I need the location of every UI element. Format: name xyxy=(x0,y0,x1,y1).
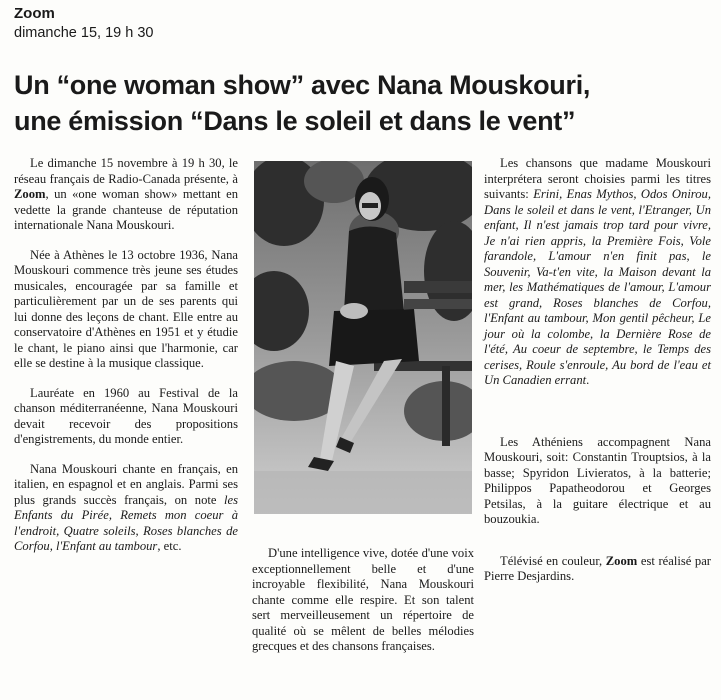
section-name: Zoom xyxy=(14,5,55,22)
headline xyxy=(14,67,714,139)
paragraph: Les chansons que madame Mouskouri interprétera seront choisies parmi les titres suivants: Erini, Enas Mythos, Odos Onirou, Dans le soleil et dans le vent, l'Etranger, Un enfant, Il n'est jamais trop tard pour vivre, Je n'ai rien appris, la Première Fois, Vole farandole, L'amour n'en finit pas, le Souvenir, Va-t'en vite, la Maison devant la mer, les Mathématiques de l'amour, L'amour est grand, Roses blanches de Corfou, l'Enfant au tambour, Mon gentil pêcheur, Le jour où la colombe, la Dernière Rose de l'été, Au coeur de septembre, le Temps des cerises, Roule s'enroule, Au bord de l'eau et Un Canadien errant. xyxy=(484,156,711,387)
singer-photo xyxy=(254,161,472,514)
paragraph: D'une intelligence vive, dotée d'une voix exceptionnellement belle et d'une incroyable flexibilité, Nana Mouskouri chante comme elle respire. Et son talent sert merveilleusement un répertoire de qualité où se mêlent de belles mélodies grecques et des chansons françaises. xyxy=(252,546,474,653)
paragraph: Le dimanche 15 novembre à 19 h 30, le réseau français de Radio-Canada présente, à Zoom, un «one woman show» mettant en vedette la grande chanteuse de réputation internationale Nana Mouskouri. xyxy=(14,156,238,232)
paragraph: Télévisé en couleur, Zoom est réalisé par Pierre Desjardins. xyxy=(484,553,711,583)
headline-line-2: une émission “Dans le soleil et dans le vent” xyxy=(14,106,576,136)
paragraph: Les Athéniens accompagnent Nana Mouskouri, soit: Constantin Trouptsios, à la basse; Spyridon Livieratos, à la batterie; Philippos Papatheodorou et Georges Petsilas, à la guitare électrique et au bouzoukia. xyxy=(484,434,711,526)
paragraph: Lauréate en 1960 au Festival de la chanson méditerranéenne, Nana Mouskouri devait recevoir des propositions d'engistrements, du monde entier. xyxy=(14,385,238,446)
broadcast-time: dimanche 15, 19 h 30 xyxy=(14,25,154,41)
paragraph: Née à Athènes le 13 octobre 1936, Nana Mouskouri commence très jeune ses études musicales, encouragée par sa famille et particulièrement par un de ses parents qui lui donne des leçons de chant. Elle entre au conservatoire d'Athènes en 1951 et y étudie le chant, le piano ainsi que l'harmonie, car elle se destine à la musique classique. xyxy=(14,247,238,370)
article-column-1 xyxy=(14,156,238,569)
article-column-3 xyxy=(484,156,711,599)
headline-line-1: Un “one woman show” avec Nana Mouskouri, xyxy=(14,70,591,100)
article-column-2 xyxy=(252,546,474,669)
paragraph: Nana Mouskouri chante en français, en italien, en espagnol et en anglais. Parmi ses plus grands succès français, on note les Enfants du Pirée, Remets mon coeur à l'endroit, Quatre soleils, Roses blanches de Corfou, l'Enfant au tambour, etc. xyxy=(14,461,238,553)
